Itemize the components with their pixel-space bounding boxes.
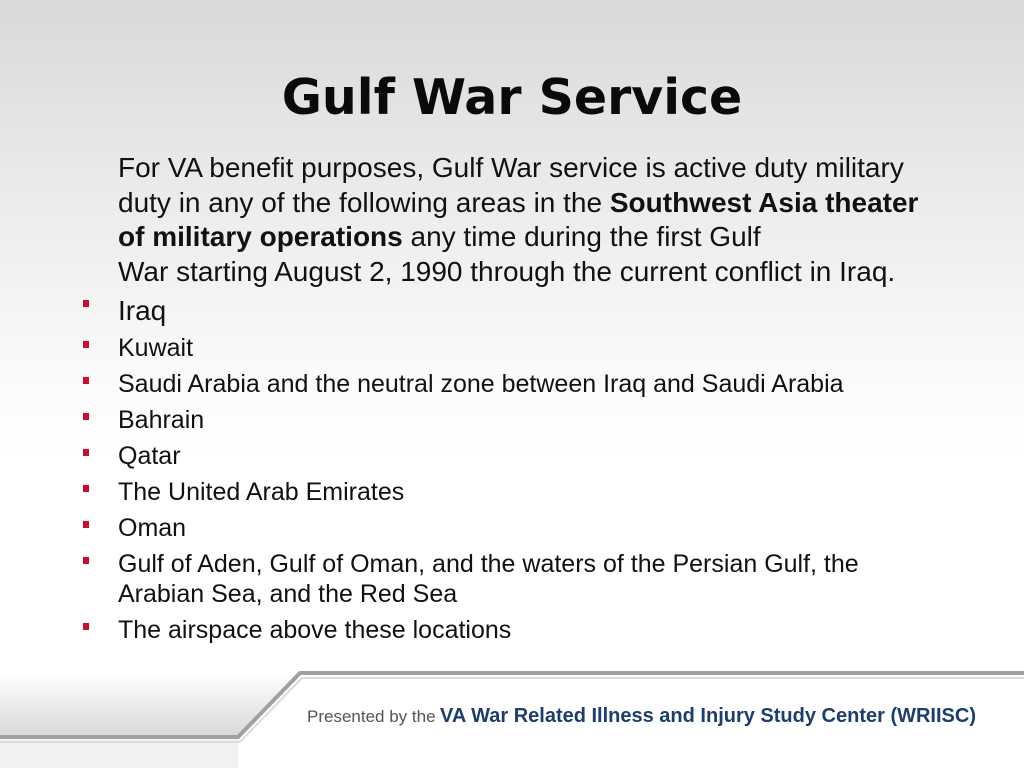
bullet-marker — [83, 623, 89, 630]
list-item-text: The United Arab Emirates — [118, 478, 405, 506]
slide-title: Gulf War Service — [281, 69, 743, 126]
list-item — [118, 549, 908, 609]
list-item-text: The airspace above these locations — [118, 616, 512, 644]
bullet-marker — [83, 521, 89, 528]
list-item — [118, 405, 908, 435]
intro-line — [118, 151, 958, 186]
intro-line — [118, 186, 958, 221]
intro-text: duty in any of the following areas in the — [118, 186, 610, 218]
intro-emphasis-text: Southwest Asia theater — [609, 186, 919, 218]
list-item — [118, 441, 908, 471]
list-item — [118, 615, 908, 645]
list-item-text: Gulf of Aden, Gulf of Oman, and the waters of the Persian Gulf, the Arabian Sea, and the Red Sea — [118, 550, 859, 608]
intro-emphasis-text: of military operations — [118, 221, 403, 252]
bullet-marker — [83, 300, 89, 307]
list-item — [118, 513, 908, 543]
area-list — [118, 294, 908, 645]
footer-credit — [307, 703, 976, 729]
list-item — [118, 477, 908, 507]
slide-body — [118, 151, 958, 645]
list-item — [118, 369, 908, 399]
intro-paragraph — [118, 151, 958, 289]
bullet-marker — [83, 341, 89, 348]
list-item — [118, 333, 908, 363]
footer-lower-band — [0, 739, 238, 768]
bullet-marker — [83, 557, 89, 564]
list-item-text: Qatar — [118, 442, 181, 470]
bullet-marker — [83, 377, 89, 384]
list-item-text: Oman — [118, 514, 187, 542]
intro-text: For VA benefit purposes, Gulf War service is active duty military — [118, 152, 904, 183]
bullet-marker — [83, 413, 89, 420]
footer-organization: VA War Related Illness and Injury Study Center (WRIISC) — [439, 705, 976, 727]
intro-text: War starting August 2, 1990 through the current conflict in Iraq. — [118, 255, 896, 287]
list-item-text: Bahrain — [118, 406, 205, 434]
bullet-marker — [83, 485, 89, 492]
list-item-text: Iraq — [118, 295, 167, 326]
intro-line — [118, 255, 958, 290]
list-item — [118, 294, 908, 327]
list-item-text: Kuwait — [118, 334, 194, 362]
intro-text: any time during the first Gulf — [402, 221, 761, 252]
list-item-text: Saudi Arabia and the neutral zone between Iraq and Saudi Arabia — [118, 370, 844, 398]
intro-line — [118, 220, 958, 255]
bullet-marker — [83, 449, 89, 456]
footer-prefix: Presented by the — [307, 707, 436, 726]
